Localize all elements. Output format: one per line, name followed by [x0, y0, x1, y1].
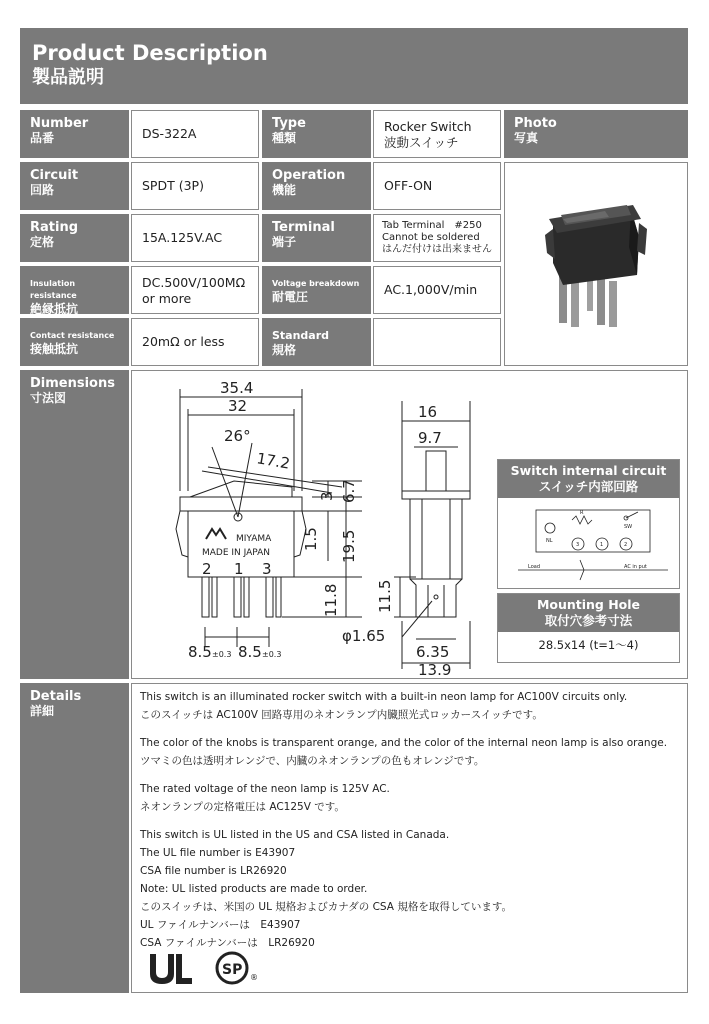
operation-value: OFF-ON: [373, 162, 501, 210]
ul-logo-icon: [150, 954, 192, 984]
internal-circuit-box: [497, 459, 680, 589]
contact-label: Contact resistance 接触抵抗: [20, 318, 129, 366]
dimensions-panel: [131, 370, 688, 679]
standard-label: Standard 規格: [262, 318, 371, 366]
photo-terminal-2: [571, 281, 579, 327]
details-para-2: The color of the knobs is transparent orange, and the color of the internal neon lamp is also orange. ツマミの色は透明オレンジで、内臓のネオンランプの色もオレンジです。: [140, 737, 668, 767]
csa-mark-text: SP: [222, 962, 243, 978]
details-label: Details 詳細: [20, 683, 129, 993]
dim-11-5: 11.5: [376, 579, 394, 613]
pin-label-2: 1: [234, 560, 244, 578]
contact-value: 20mΩ or less: [131, 318, 259, 366]
pin-label-3: 3: [262, 560, 272, 578]
dim-32: 32: [228, 397, 248, 415]
circuit-nl: NL: [546, 538, 553, 544]
dim-17-2: 17.2: [255, 449, 292, 473]
dim-8-5-a: 8.5: [188, 643, 212, 661]
circuit-term-2: 2: [624, 542, 628, 548]
terminal-label: Terminal 端子: [262, 214, 371, 262]
circuit-r: R: [580, 510, 584, 516]
tol-b: ±0.3: [262, 650, 282, 659]
dim-6-35: 6.35: [416, 643, 450, 661]
circuit-acin: AC in put: [624, 564, 647, 570]
made-in-text: MADE IN JAPAN: [202, 548, 271, 558]
circuit-term-3: 3: [576, 542, 580, 548]
dim-13-9: 13.9: [418, 661, 452, 678]
dim-9-7: 9.7: [418, 429, 442, 447]
number-value: DS-322A: [131, 110, 259, 158]
operation-label: Operation 機能: [262, 162, 371, 210]
details-para-4: This switch is UL listed in the US and CSA listed in Canada. The UL file number is E43907 CSA file number is LR26920 Note: UL listed products are made to order. このスイッチは、米国の UL 規格およびカナダの CSA 規格を取得しています。 UL ファイルナンバーは E43907 CSA ファイルナンバーは LR26920: [140, 829, 512, 949]
circuit-load: Load: [528, 564, 540, 570]
dim-1-5: 1.5: [302, 527, 320, 551]
product-photo: [504, 162, 688, 366]
svg-text:®: ®: [250, 973, 258, 982]
dim-19-5: 19.5: [340, 529, 358, 563]
dimensions-label: Dimensions 寸法図: [20, 370, 129, 679]
voltage-value: AC.1,000V/min: [373, 266, 501, 314]
rocker-switch-photo: [505, 163, 687, 365]
photo-terminal-3: [597, 275, 605, 325]
page-title-jp: 製品説明: [32, 67, 104, 88]
insulation-value: DC.500V/100MΩ or more: [131, 266, 259, 314]
terminal-value: Tab Terminal #250 Cannot be soldered はんだ付けは出来ません: [373, 214, 501, 262]
type-value: Rocker Switch 波動スイッチ: [373, 110, 501, 158]
mounting-hole-value: 28.5x14 (t=1〜4): [538, 638, 639, 652]
details-para-1: This switch is an illuminated rocker switch with a built-in neon lamp for AC100V circuits only. このスイッチは AC100V 回路専用のネオンランプ内臓照光式ロッカースイッチです。: [140, 691, 628, 721]
rating-value: 15A.125V.AC: [131, 214, 259, 262]
circuit-label: Circuit 回路: [20, 162, 129, 210]
internal-circuit-title: Switch internal circuit スイッチ内部回路: [498, 460, 679, 498]
circuit-value: SPDT (3P): [131, 162, 259, 210]
circuit-term-1: 1: [600, 542, 604, 548]
insulation-label: Insulation resistance 絶縁抵抗: [20, 266, 129, 314]
details-para-3: The rated voltage of the neon lamp is 125V AC. ネオンランプの定格電圧は AC125V です。: [140, 783, 390, 813]
dim-8-5-b: 8.5: [238, 643, 262, 661]
dim-26: 26°: [224, 427, 251, 445]
number-label: Number 品番: [20, 110, 129, 158]
mounting-hole-title: Mounting Hole 取付穴参考寸法: [498, 594, 679, 632]
pin-label-1: 2: [202, 560, 212, 578]
miyama-logo-icon: [206, 529, 226, 539]
mounting-hole-box: [497, 593, 680, 663]
photo-terminal-4: [609, 281, 617, 327]
dim-phi-1-65: φ1.65: [342, 627, 386, 645]
standard-value: [373, 318, 501, 366]
certification-logos: [146, 948, 286, 988]
tol-a: ±0.3: [212, 650, 232, 659]
voltage-label: Voltage breakdown 耐電圧: [262, 266, 371, 314]
photo-label: Photo 写真: [504, 110, 688, 158]
internal-circuit-diagram: [498, 498, 679, 588]
page-header: [20, 28, 688, 104]
dim-35-4: 35.4: [220, 379, 254, 397]
rating-label: Rating 定格: [20, 214, 129, 262]
brand-text: MIYAMA: [236, 534, 272, 544]
dim-3: 3: [318, 491, 336, 501]
dim-6-7: 6.7: [340, 479, 358, 503]
dim-16: 16: [418, 403, 438, 421]
type-label: Type 種類: [262, 110, 371, 158]
circuit-sw: SW: [624, 524, 633, 530]
details-panel: [131, 683, 688, 993]
csa-logo-icon: [217, 953, 258, 983]
page-title: Product Description: [32, 41, 268, 65]
dim-11-8: 11.8: [322, 583, 340, 617]
